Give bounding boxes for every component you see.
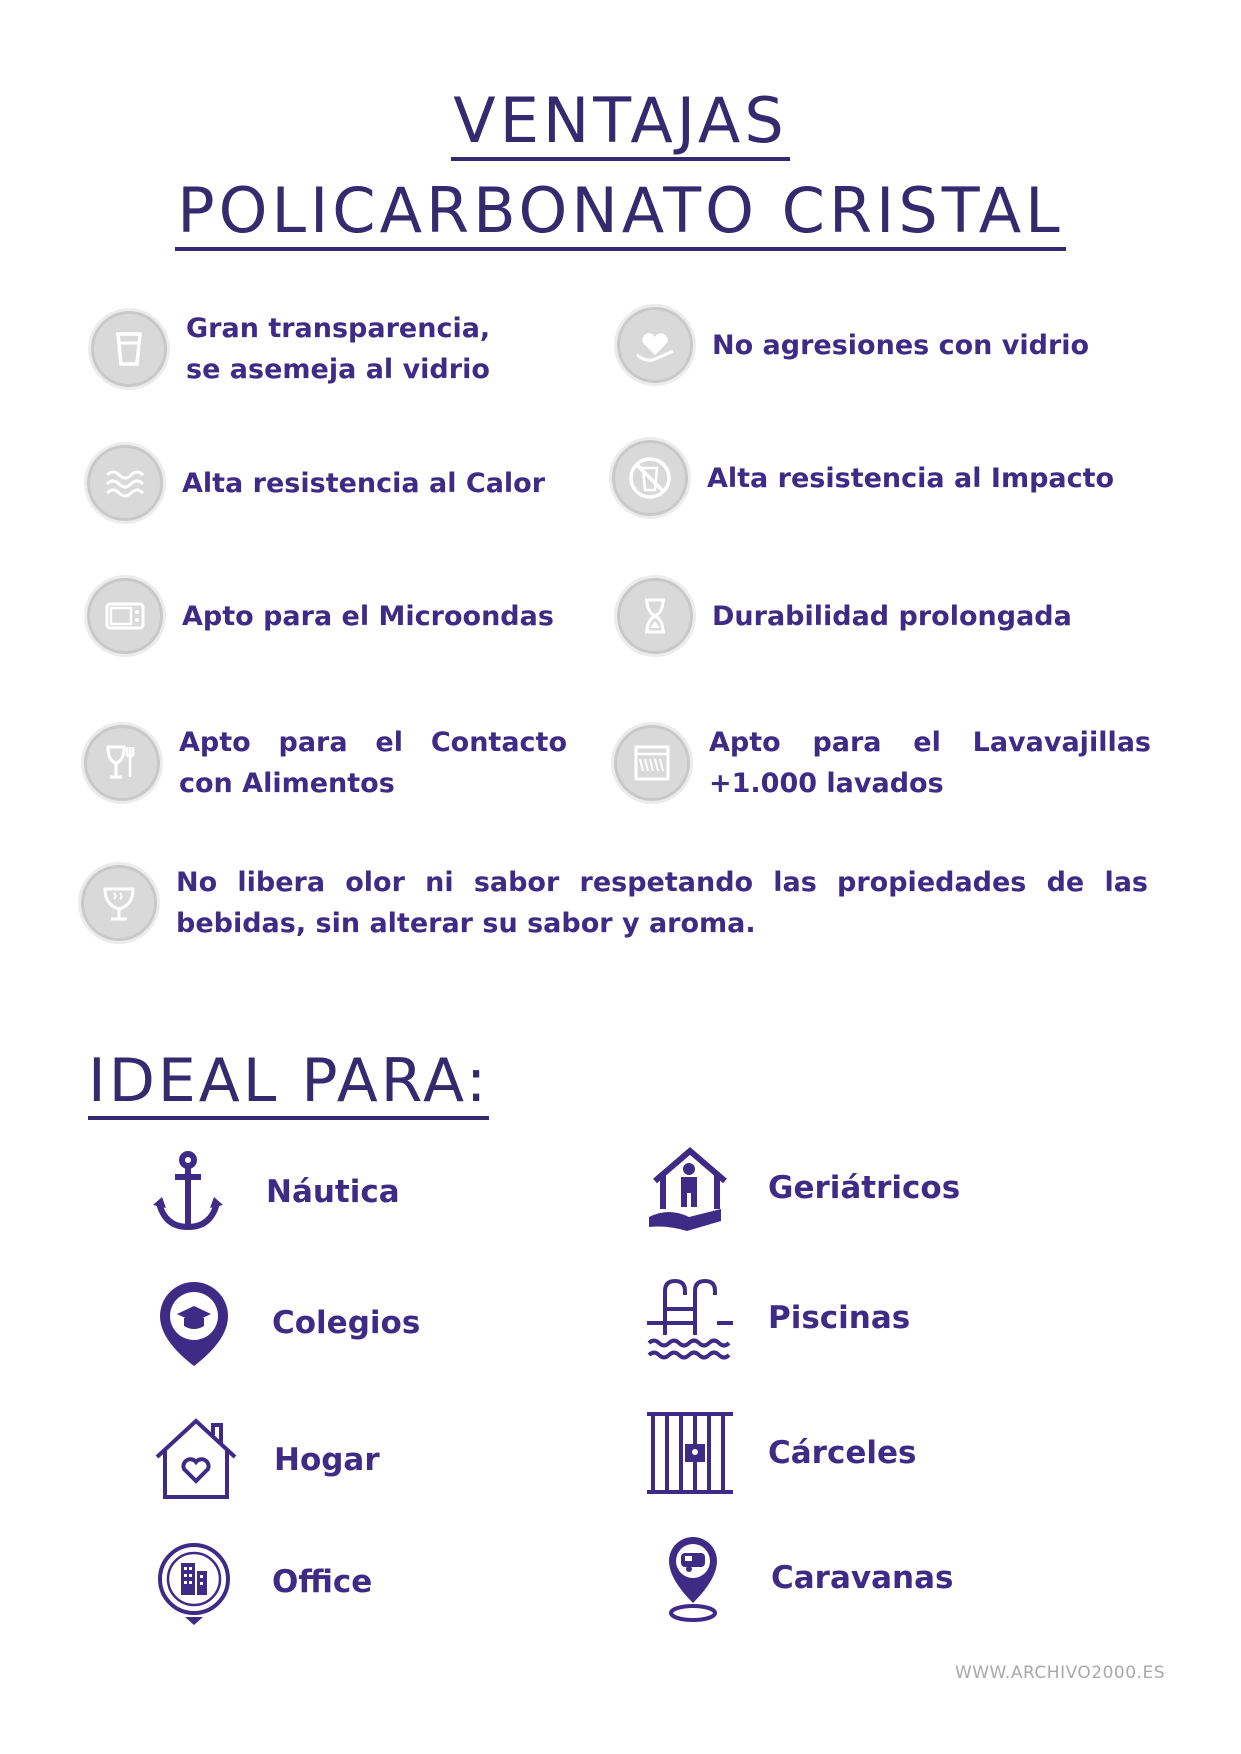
glass-icon <box>88 308 170 390</box>
heart-hand-icon <box>614 304 696 386</box>
use-label: Cárceles <box>768 1435 917 1471</box>
use-colegios <box>146 1275 420 1371</box>
office-building-icon <box>146 1534 242 1630</box>
feature-impacto <box>609 437 1169 519</box>
feature-text: Alta resistencia al Impacto <box>707 462 1115 494</box>
hourglass-icon <box>614 575 696 657</box>
use-caravanas <box>645 1530 953 1626</box>
glass-fork-icon <box>81 722 163 804</box>
use-label: Caravanas <box>771 1560 954 1596</box>
microwave-icon <box>84 575 166 657</box>
use-office <box>146 1534 372 1630</box>
use-nautica <box>140 1144 400 1240</box>
use-piscinas <box>642 1270 910 1366</box>
use-label: Office <box>272 1564 373 1600</box>
title-ventajas: VENTAJAS <box>451 84 789 161</box>
feature-calor <box>84 442 604 524</box>
feature-transparencia <box>88 308 528 390</box>
nursing-home-icon <box>642 1140 738 1236</box>
use-geriatricos <box>642 1140 960 1236</box>
use-hogar <box>148 1412 380 1508</box>
feature-alimentos <box>81 722 581 804</box>
anchor-icon <box>140 1144 236 1240</box>
use-label: Piscinas <box>768 1300 911 1336</box>
ideal-para-title: IDEAL PARA: <box>88 1048 489 1114</box>
use-label: Náutica <box>266 1174 400 1210</box>
title-policarbonato: POLICARBONATO CRISTAL <box>175 174 1065 251</box>
feature-lavavajillas <box>611 722 1161 804</box>
pool-ladder-icon <box>642 1270 738 1366</box>
dishwasher-icon <box>611 722 693 804</box>
feature-durabilidad <box>614 575 1134 657</box>
use-label: Colegios <box>272 1305 421 1341</box>
home-heart-icon <box>148 1412 244 1508</box>
school-pin-icon <box>146 1275 242 1371</box>
odorless-glass-icon <box>78 862 160 944</box>
feature-text: No agresiones con vidrio <box>712 329 1090 361</box>
use-label: Geriátricos <box>768 1170 961 1206</box>
title-line-1 <box>0 86 1241 156</box>
use-label: Hogar <box>274 1442 380 1478</box>
feature-text: Gran transparencia, se asemeja al vidrio <box>186 313 491 385</box>
feature-text: Apto para el Contacto con Alimentos <box>179 727 567 799</box>
no-broken-glass-icon <box>609 437 691 519</box>
caravan-pin-icon <box>645 1530 741 1626</box>
feature-text: Alta resistencia al Calor <box>182 467 546 499</box>
feature-text: Apto para el Lavavajillas +1.000 lavados <box>709 727 1151 799</box>
feature-text: Apto para el Microondas <box>182 600 554 632</box>
footer-website: WWW.ARCHIVO2000.ES <box>954 1663 1165 1683</box>
heat-waves-icon <box>84 442 166 524</box>
feature-olor-sabor <box>78 862 1163 944</box>
feature-no-agresiones <box>614 304 1154 386</box>
feature-text: No libera olor ni sabor respetando las propiedades de las bebidas, sin alterar su sabor y aroma. <box>176 867 1148 939</box>
feature-microondas <box>84 575 604 657</box>
prison-bars-icon <box>642 1405 738 1501</box>
title-line-2 <box>0 176 1241 246</box>
use-carceles <box>642 1405 916 1501</box>
feature-text: Durabilidad prolongada <box>712 600 1072 632</box>
